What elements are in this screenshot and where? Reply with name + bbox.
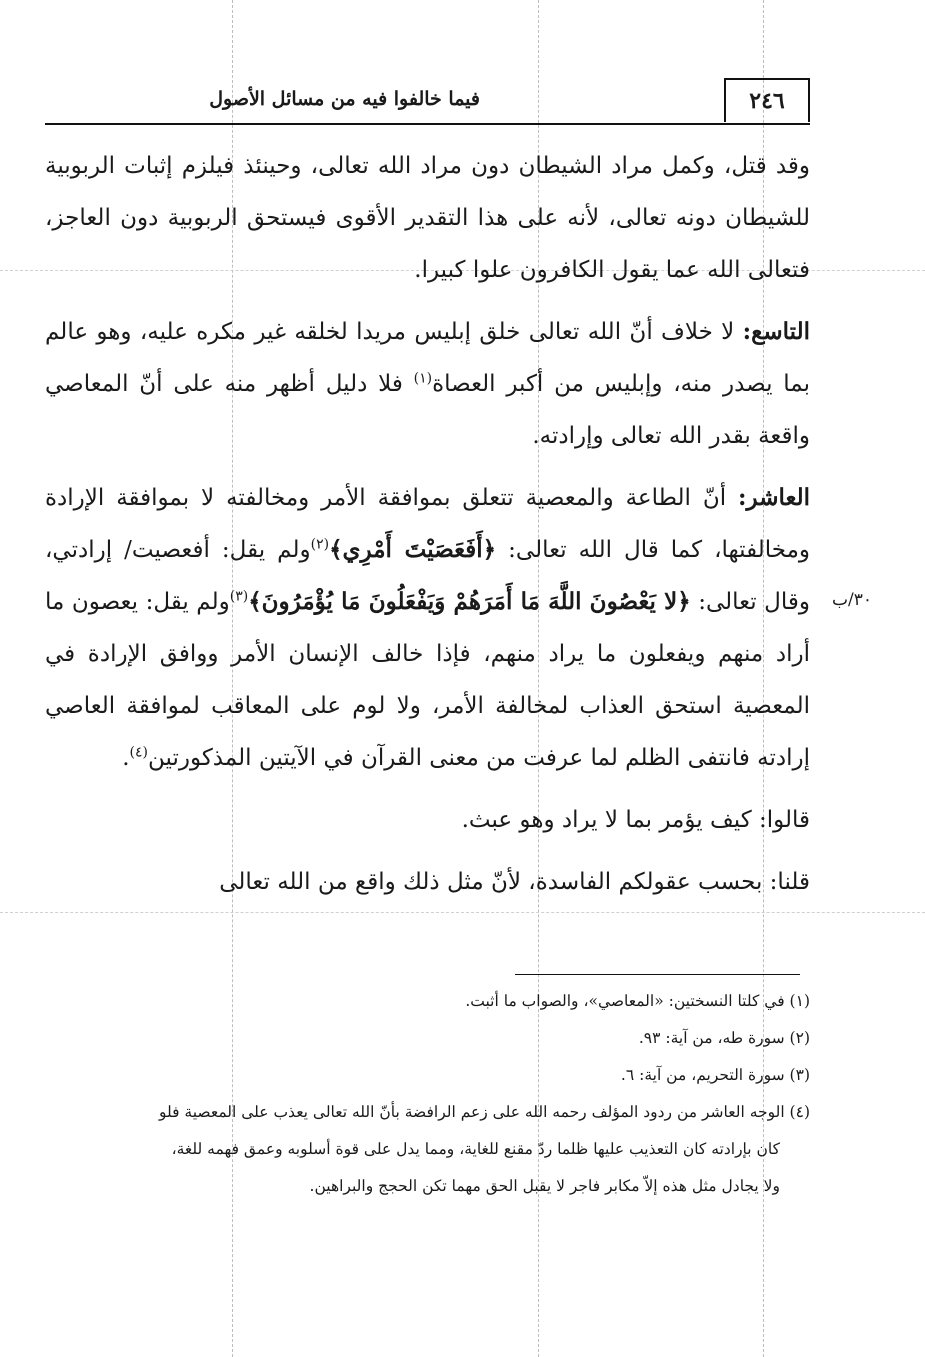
- paragraph-text: ولم يقل: يعصون ما أراد منهم ويفعلون ما يراد منهم، فإذا خالف الإنسان الأمر ووافق الإرادة في المعصية استحق العذاب لمخالفة الأمر، ولا لوم على المعاقب لموافقة العاصي إرادته فانتفى الظلم لما عرفت من معنى القرآن في الآيتين المذكورتين: [45, 589, 810, 771]
- paragraph: [45, 472, 810, 784]
- footnote: (١) في كلتا النسختين: «المعاصي»، والصواب ما أثبت.: [465, 992, 810, 1010]
- section-lead: التاسع:: [742, 318, 810, 345]
- footnote-ref: (١): [413, 370, 433, 387]
- paragraph-text: قالوا: كيف يؤمر بما لا يراد وهو عبث.: [461, 807, 810, 833]
- footnote-continuation: ولا يجادل مثل هذه إلاّ مكابر فاجر لا يقبل الحق مهما تكن الحجج والبراهين.: [309, 1177, 780, 1195]
- paragraph-text: ولم يقل: أفعصيت/ إرادتي، وقال تعالى:: [45, 537, 811, 615]
- footnote-separator: [515, 974, 800, 975]
- footnotes: [45, 986, 810, 1208]
- running-header: [45, 78, 810, 124]
- paragraph: [45, 794, 810, 846]
- header-title: فيما خالفوا فيه من مسائل الأصول: [209, 88, 480, 110]
- footnote: (٢) سورة طه، من آية: ٩٣.: [638, 1029, 810, 1047]
- header-rule: [45, 123, 810, 125]
- paragraph-text: .: [122, 745, 130, 771]
- paragraph-text: لا خلاف أنّ الله تعالى خلق إبليس مريدا لخلقه غير مكره عليه، وهو عالم بما يصدر منه، وإبليس من أكبر العصاة: [45, 319, 811, 397]
- paragraph-text: قلنا: بحسب عقولكم الفاسدة، لأنّ مثل ذلك واقع من الله تعالى: [219, 869, 810, 895]
- footnote-ref: (٤): [129, 744, 148, 761]
- footnote-ref: (٣): [229, 588, 249, 605]
- paragraph-text: وقد قتل، وكمل مراد الشيطان دون مراد الله تعالى، وحينئذ فيلزم إثبات الربوبية للشيطان دونه تعالى، لأنه على هذا التقدير الأقوى فيستحق الربوبية دون العاجز، فتعالى الله عما يقول الكافرون علوا كبيرا.: [45, 153, 810, 283]
- page-number: ٢٤٦: [724, 78, 810, 122]
- footnote: (٣) سورة التحريم، من آية: ٦.: [620, 1066, 810, 1084]
- margin-folio-note: ٣٠/ب: [832, 590, 872, 610]
- section-lead: العاشر:: [738, 484, 810, 511]
- paragraph-text: أنّ الطاعة والمعصية تتعلق بموافقة الأمر ومخالفته لا بموافقة الإرادة ومخالفتها، كما قال الله تعالى:: [45, 485, 810, 563]
- paragraph: [45, 140, 810, 296]
- paragraph: [45, 856, 810, 908]
- paragraph: [45, 306, 810, 462]
- quran-quote: ﴿أَفَعَصَيْتَ أَمْرِي﴾: [329, 536, 497, 563]
- footnote: (٤) الوجه العاشر من ردود المؤلف رحمه الله على زعم الرافضة بأنّ الله تعالى يعذب على المعصية فلو: [158, 1103, 810, 1121]
- footnote-continuation: كان بإرادته كان التعذيب عليها ظلما ردّ مقنع للغاية، ومما يدل على قوة أسلوبه وعمق فهمه للغة،: [171, 1140, 780, 1158]
- quran-quote: ﴿لا يَعْصُونَ اللَّهَ مَا أَمَرَهُمْ وَيَفْعَلُونَ مَا يُؤْمَرُونَ﴾: [248, 588, 691, 615]
- main-text: [45, 140, 810, 918]
- footnote-ref: (٢): [310, 536, 330, 553]
- paragraph-text: فلا دليل أظهر منه على أنّ المعاصي واقعة بقدر الله تعالى وإرادته.: [45, 371, 810, 449]
